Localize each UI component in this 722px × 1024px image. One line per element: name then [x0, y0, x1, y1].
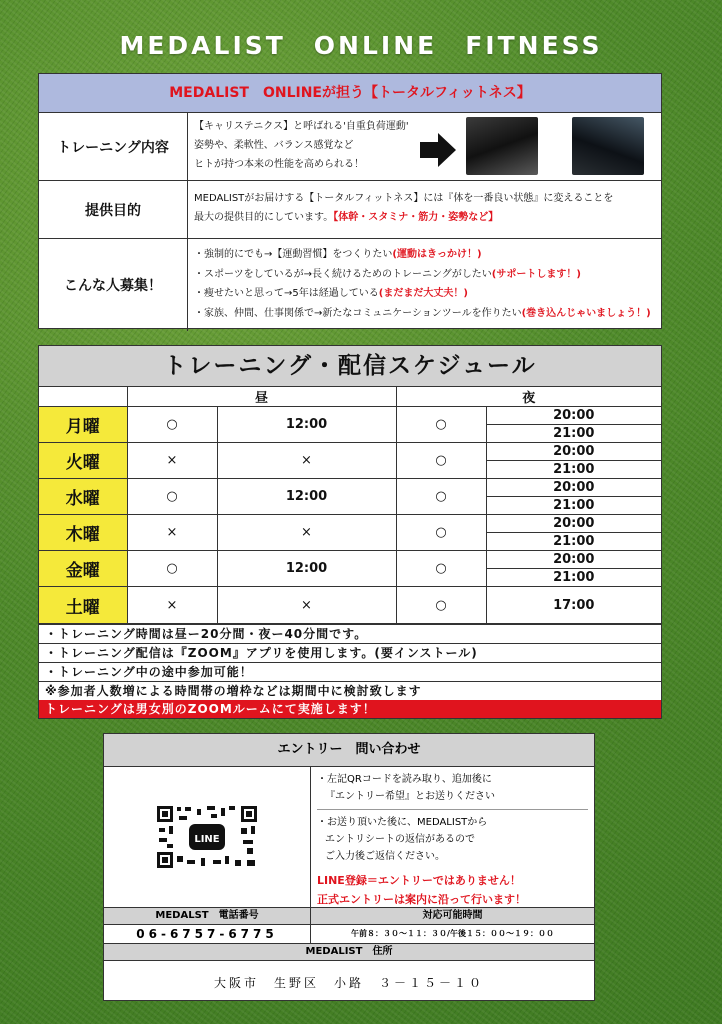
step-line: ・左記QRコードを読み取り、追加後に — [317, 774, 492, 785]
intro-line: 最大の提供目的にしています。【体幹・スタミナ・筋力・姿勢など】 — [194, 212, 499, 223]
day-mark: ○ — [127, 551, 217, 587]
intro-label: こんな人募集！ — [39, 239, 188, 331]
right-arrow-icon — [420, 133, 456, 167]
schedule-grid — [39, 387, 661, 624]
entry-warning: 正式エントリーは案内に沿って行います！ — [317, 893, 526, 906]
night-mark: ○ — [396, 407, 486, 443]
entry-body — [104, 767, 594, 908]
page-title: MEDALIST ONLINE FITNESS — [119, 31, 603, 60]
training-photo — [466, 117, 538, 175]
night-time: 21:00 — [486, 461, 661, 479]
recruit-item: ・スポーツをしているが→長く続けるためのトレーニングがしたい(サポートします！) — [194, 268, 581, 280]
qr-cell — [104, 767, 311, 907]
phone-number[interactable]: 06-6757-6775 — [136, 927, 278, 941]
phone-cell — [104, 908, 311, 943]
note-item: ・トレーニング配信は『ZOOM』アプリを使用します。(要インストール) — [39, 643, 661, 662]
day-mark: ○ — [127, 407, 217, 443]
day-cell: 水曜 — [39, 479, 127, 515]
schedule-row — [39, 407, 661, 425]
intro-label: 提供目的 — [39, 181, 188, 238]
entry-warning: LINE登録＝エントリーではありません！ — [317, 874, 521, 887]
intro-line: 姿勢や、柔軟性、バランス感覚など — [194, 140, 354, 151]
intro-row-purpose — [39, 181, 661, 239]
step-line: 『エントリー希望』とお送りください — [325, 791, 495, 802]
hours-label: 対応可能時間 — [311, 908, 594, 925]
intro-body — [188, 113, 661, 180]
intro-heading: MEDALIST ONLINEが担う【トータルフィットネス】 — [39, 74, 661, 113]
alert-note: トレーニングは男女別のZOOMルームにて実施します！ — [39, 700, 661, 718]
schedule-notes — [39, 624, 661, 718]
address-label: MEDALIST 住所 — [104, 944, 594, 961]
qr-code-icon[interactable] — [155, 804, 259, 870]
training-photo — [572, 117, 644, 175]
entry-title: エントリー 問い合わせ — [104, 734, 594, 767]
night-time: 21:00 — [486, 497, 661, 515]
step-line: エントリシートの返信があるので — [325, 834, 475, 845]
recruit-item: ・家族、仲間、仕事関係で→新たなコミュニケーションツールを作りたい(巻き込んじゃいましょう！) — [194, 307, 651, 319]
night-mark: ○ — [396, 515, 486, 551]
day-time: 12:00 — [217, 479, 396, 515]
schedule-title: トレーニング・配信スケジュール — [39, 346, 661, 387]
step-line: ご入力後ご返信ください。 — [325, 851, 445, 862]
intro-body — [188, 181, 661, 238]
day-cell: 土曜 — [39, 587, 127, 624]
schedule-row — [39, 479, 661, 497]
day-time: × — [217, 443, 396, 479]
intro-table — [38, 73, 662, 329]
recruit-item: ・強制的にでも→【運動習慣】をつくりたい(運動はきっかけ！) — [194, 249, 482, 260]
intro-line: MEDALISTがお届けする【トータルフィットネス】には『体を一番良い状態』に変えることを — [194, 193, 614, 204]
night-time: 17:00 — [486, 587, 661, 624]
intro-label: トレーニング内容 — [39, 113, 188, 180]
entry-info — [311, 767, 594, 907]
schedule-table — [38, 345, 662, 719]
day-cell: 木曜 — [39, 515, 127, 551]
entry-box — [103, 733, 595, 1001]
day-time: × — [217, 587, 396, 624]
phone-label: MEDALST 電話番号 — [104, 908, 310, 925]
col-header-night: 夜 — [396, 387, 661, 407]
entry-step — [317, 769, 588, 810]
col-header-day: 昼 — [127, 387, 396, 407]
hours-cell — [311, 908, 594, 943]
night-time: 20:00 — [486, 515, 661, 533]
night-mark: ○ — [396, 587, 486, 624]
night-time: 21:00 — [486, 425, 661, 443]
corner-cell — [39, 387, 127, 407]
intro-row-recruit — [39, 239, 661, 331]
day-mark: × — [127, 587, 217, 624]
night-time: 20:00 — [486, 407, 661, 425]
intro-row-content — [39, 113, 661, 181]
night-time: 20:00 — [486, 443, 661, 461]
intro-line: ヒトが持つ本来の性能を高められる！ — [194, 159, 364, 170]
day-cell: 金曜 — [39, 551, 127, 587]
intro-line: 【キャリステニクス】と呼ばれる'自重負荷運動' — [194, 121, 409, 132]
note-item: ・トレーニング中の途中参加可能！ — [39, 662, 661, 681]
night-time: 21:00 — [486, 533, 661, 551]
night-time: 20:00 — [486, 551, 661, 569]
address-value: 大阪市 生野区 小路 ３－１５－１０ — [213, 976, 484, 990]
recruit-item: ・痩せたいと思って→5年は経過している(まだまだ大丈夫！) — [194, 288, 468, 299]
note-item: ・トレーニング時間は昼ー20分間・夜ー40分間です。 — [39, 624, 661, 643]
day-time: × — [217, 515, 396, 551]
day-cell: 月曜 — [39, 407, 127, 443]
day-mark: ○ — [127, 479, 217, 515]
step-line: ・お送り頂いた後に、MEDALISTから — [317, 817, 488, 828]
day-time: 12:00 — [217, 407, 396, 443]
night-mark: ○ — [396, 551, 486, 587]
hours-value: 午前８：３０～１１：３０/午後１５：００～１９：００ — [351, 929, 554, 938]
schedule-row — [39, 551, 661, 569]
night-mark: ○ — [396, 479, 486, 515]
day-mark: × — [127, 515, 217, 551]
qr-label: LINE — [194, 834, 220, 845]
schedule-row — [39, 515, 661, 533]
night-mark: ○ — [396, 443, 486, 479]
intro-highlight: 【体幹・スタミナ・筋力・姿勢など】 — [333, 212, 499, 223]
night-time: 21:00 — [486, 569, 661, 587]
intro-body — [188, 239, 661, 331]
night-time: 20:00 — [486, 479, 661, 497]
day-mark: × — [127, 443, 217, 479]
entry-step — [317, 810, 588, 871]
contact-row — [104, 908, 594, 944]
note-item: ※参加者人数増による時間帯の増枠などは期間中に検討致します — [39, 681, 661, 700]
day-time: 12:00 — [217, 551, 396, 587]
schedule-row — [39, 587, 661, 624]
schedule-row — [39, 443, 661, 461]
day-cell: 火曜 — [39, 443, 127, 479]
